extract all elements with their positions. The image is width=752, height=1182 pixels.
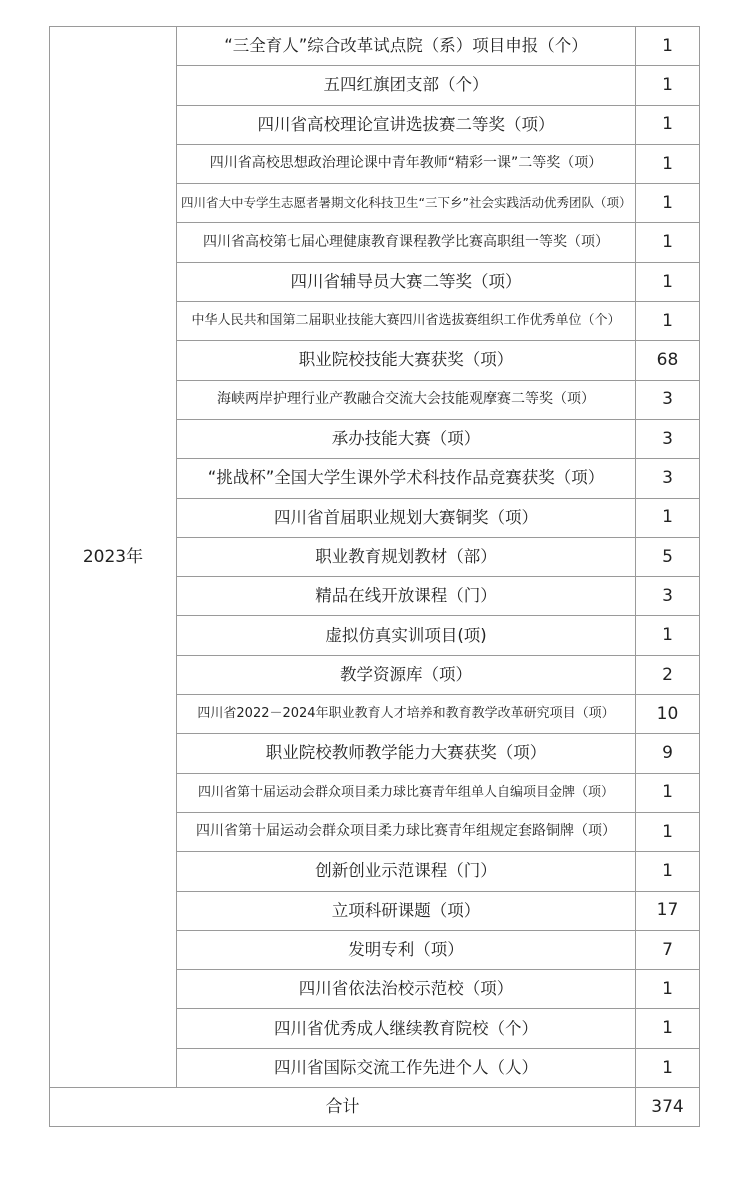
total-label: 合计 xyxy=(50,1088,636,1127)
item-cell: “挑战杯”全国大学生课外学术科技作品竞赛获奖（项） xyxy=(177,459,636,498)
count-cell: 1 xyxy=(636,66,700,105)
count-cell: 1 xyxy=(636,1048,700,1087)
count-cell: 1 xyxy=(636,498,700,537)
count-cell: 1 xyxy=(636,144,700,183)
count-cell: 1 xyxy=(636,223,700,262)
count-cell: 1 xyxy=(636,27,700,66)
count-cell: 3 xyxy=(636,459,700,498)
total-row xyxy=(50,1088,700,1127)
item-cell: 精品在线开放课程（门） xyxy=(177,577,636,616)
count-cell: 17 xyxy=(636,891,700,930)
item-cell: 四川省高校理论宣讲选拔赛二等奖（项） xyxy=(177,105,636,144)
item-cell: 中华人民共和国第二届职业技能大赛四川省选拔赛组织工作优秀单位（个） xyxy=(177,302,636,341)
item-cell: 职业院校教师教学能力大赛获奖（项） xyxy=(177,734,636,773)
item-cell: “三全育人”综合改革试点院（系）项目申报（个） xyxy=(177,27,636,66)
count-cell: 1 xyxy=(636,302,700,341)
count-cell: 1 xyxy=(636,970,700,1009)
item-cell: 五四红旗团支部（个） xyxy=(177,66,636,105)
count-cell: 3 xyxy=(636,419,700,458)
item-cell: 四川省优秀成人继续教育院校（个） xyxy=(177,1009,636,1048)
count-cell: 7 xyxy=(636,930,700,969)
item-cell: 四川省2022－2024年职业教育人才培养和教育教学改革研究项目（项） xyxy=(177,695,636,734)
item-cell: 四川省大中专学生志愿者暑期文化科技卫生“三下乡”社会实践活动优秀团队（项） xyxy=(177,184,636,223)
total-value: 374 xyxy=(636,1088,700,1127)
item-cell: 教学资源库（项） xyxy=(177,655,636,694)
item-cell: 创新创业示范课程（门） xyxy=(177,852,636,891)
item-cell: 四川省依法治校示范校（项） xyxy=(177,970,636,1009)
count-cell: 1 xyxy=(636,105,700,144)
count-cell: 1 xyxy=(636,773,700,812)
item-cell: 立项科研课题（项） xyxy=(177,891,636,930)
count-cell: 1 xyxy=(636,1009,700,1048)
count-cell: 1 xyxy=(636,812,700,851)
item-cell: 四川省首届职业规划大赛铜奖（项） xyxy=(177,498,636,537)
item-cell: 发明专利（项） xyxy=(177,930,636,969)
count-cell: 2 xyxy=(636,655,700,694)
item-cell: 职业院校技能大赛获奖（项） xyxy=(177,341,636,380)
item-cell: 四川省辅导员大赛二等奖（项） xyxy=(177,262,636,301)
count-cell: 3 xyxy=(636,380,700,419)
item-cell: 四川省国际交流工作先进个人（人） xyxy=(177,1048,636,1087)
count-cell: 1 xyxy=(636,616,700,655)
count-cell: 68 xyxy=(636,341,700,380)
item-cell: 四川省第十届运动会群众项目柔力球比赛青年组规定套路铜牌（项） xyxy=(177,812,636,851)
year-cell: 2023年 xyxy=(50,27,177,1088)
count-cell: 5 xyxy=(636,537,700,576)
item-cell: 四川省高校思想政治理论课中青年教师“精彩一课”二等奖（项） xyxy=(177,144,636,183)
item-cell: 虚拟仿真实训项目(项) xyxy=(177,616,636,655)
count-cell: 9 xyxy=(636,734,700,773)
count-cell: 1 xyxy=(636,262,700,301)
item-cell: 四川省高校第七届心理健康教育课程教学比赛高职组一等奖（项） xyxy=(177,223,636,262)
count-cell: 1 xyxy=(636,184,700,223)
count-cell: 3 xyxy=(636,577,700,616)
count-cell: 10 xyxy=(636,695,700,734)
item-cell: 职业教育规划教材（部） xyxy=(177,537,636,576)
achievements-table xyxy=(49,26,700,1127)
table-row xyxy=(50,27,700,66)
item-cell: 四川省第十届运动会群众项目柔力球比赛青年组单人自编项目金牌（项） xyxy=(177,773,636,812)
count-cell: 1 xyxy=(636,852,700,891)
item-cell: 承办技能大赛（项） xyxy=(177,419,636,458)
item-cell: 海峡两岸护理行业产教融合交流大会技能观摩赛二等奖（项） xyxy=(177,380,636,419)
